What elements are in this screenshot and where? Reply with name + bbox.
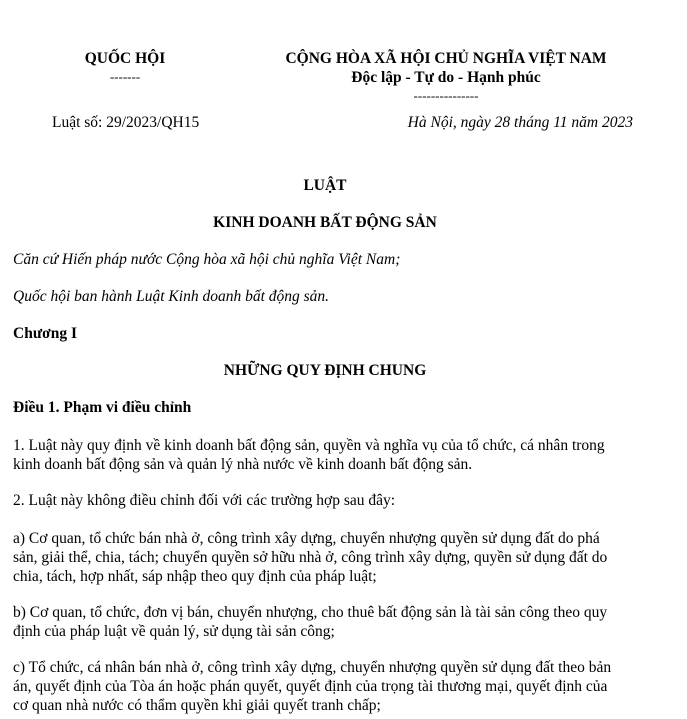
clause-2: 2. Luật này không điều chỉnh đối với các trường hợp sau đây: [13,492,396,509]
clause-1-line: 1. Luật này quy định về kinh doanh bất động sản, quyền và nghĩa vụ của tổ chức, cá nhân trong [13,437,605,454]
motto-separator: --------------- [413,88,479,103]
national-motto: Độc lập - Tự do - Hạnh phúc [351,69,541,86]
law-title: KINH DOANH BẤT ĐỘNG SẢN [213,214,437,231]
point-a-line: chia, tách, hợp nhất, sáp nhập theo quy định của pháp luật; [13,568,377,585]
point-c-line: cơ quan nhà nước có thẩm quyền khi giải quyết tranh chấp; [13,697,381,714]
article-heading: Điều 1. Phạm vi điều chỉnh [13,399,192,416]
preamble-constitution: Căn cứ Hiến pháp nước Cộng hòa xã hội chủ nghĩa Việt Nam; [13,251,401,268]
point-b [13,603,653,641]
country-name: CỘNG HÒA XÃ HỘI CHỦ NGHĨA VIỆT NAM [285,50,607,67]
chapter-title: NHỮNG QUY ĐỊNH CHUNG [223,362,427,379]
point-a-line: a) Cơ quan, tổ chức bán nhà ở, công trình xây dựng, chuyển nhượng quyền sử dụng đất do phá [13,530,600,547]
point-a [13,529,653,586]
preamble-enactment: Quốc hội ban hành Luật Kinh doanh bất động sản. [13,288,330,305]
point-c-line: c) Tổ chức, cá nhân bán nhà ở, công trình xây dựng, chuyển nhượng quyền sử dụng đất theo bản [13,659,612,676]
document-type: LUẬT [303,177,347,194]
point-c-line: án, quyết định của Tòa án hoặc phán quyết, quyết định của trọng tài thương mại, quyết định của [13,678,608,695]
document-number: Luật số: 29/2023/QH15 [52,114,200,131]
point-b-line: b) Cơ quan, tổ chức, đơn vị bán, chuyển nhượng, cho thuê bất động sản là tài sản công theo quy [13,604,608,621]
issuing-body: QUỐC HỘI [84,50,166,67]
clause-1-line: kinh doanh bất động sản và quản lý nhà nước về kinh doanh bất động sản. [13,456,473,473]
chapter-label: Chương I [13,325,77,342]
place-date: Hà Nội, ngày 28 tháng 11 năm 2023 [407,114,633,131]
point-c [13,658,653,715]
point-b-line: định của pháp luật về quản lý, sử dụng tài sản công; [13,623,335,640]
point-a-line: sản, giải thể, chia, tách; chuyển quyền sở hữu nhà ở, công trình xây dựng, quyền sử dụng đất do [13,549,608,566]
issuing-body-separator: ------- [109,69,141,84]
clause-1 [13,436,653,474]
